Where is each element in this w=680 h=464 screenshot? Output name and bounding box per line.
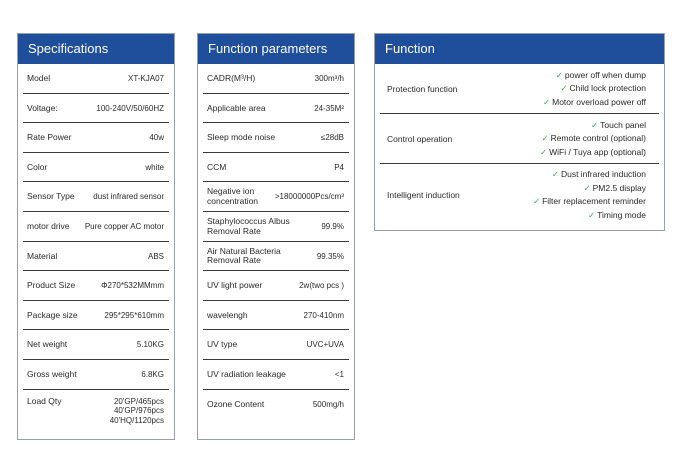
param-value: >18000000Pcs/cm³ [274, 192, 344, 202]
spec-value [110, 397, 164, 426]
check-icon: ✓ [555, 69, 563, 80]
spec-row [18, 64, 174, 94]
param-label: Ozone Content [207, 398, 265, 409]
function-feature-label: Touch panel [600, 119, 646, 130]
spec-row [18, 94, 174, 124]
function-feature-item [552, 168, 646, 182]
function-feature-list [543, 69, 646, 110]
specifications-title: Specifications [18, 34, 174, 64]
function-feature-list [533, 168, 646, 222]
function-feature-item [541, 132, 646, 146]
function-feature-label: Child lock protection [569, 83, 646, 94]
param-row [198, 330, 354, 360]
spec-value [145, 163, 164, 173]
function-feature-label: WiFi / Tuya app (optional) [549, 146, 646, 157]
function-parameters-title: Function parameters [198, 34, 354, 64]
param-label: UV light power [207, 280, 263, 291]
function-group [375, 64, 664, 114]
function-group-label: Protection function [387, 84, 458, 94]
param-label: Negative ion concentration [207, 186, 259, 207]
param-row [198, 94, 354, 124]
param-label: Sleep mode noise [207, 132, 276, 143]
spec-row [18, 390, 174, 438]
spec-row [18, 360, 174, 390]
function-group-label: Intelligent induction [387, 190, 460, 200]
param-row [198, 301, 354, 331]
param-label: Air Natural Bacteria Removal Rate [207, 245, 281, 266]
spec-row [18, 182, 174, 212]
spec-value [85, 222, 164, 232]
param-row [198, 242, 354, 272]
spec-row [18, 153, 174, 183]
param-row [198, 390, 354, 420]
spec-value-line: 40'GP/976pcs [113, 406, 164, 416]
function-feature-label: PM2.5 display [592, 182, 646, 193]
spec-value [141, 370, 164, 380]
function-feature-list [540, 119, 646, 160]
spec-value-line: 5.10KG [136, 340, 164, 350]
function-panel [374, 33, 665, 231]
spec-label: Color [27, 161, 48, 172]
param-label: CADR(M³/H) [207, 72, 256, 83]
function-group-label: Control operation [387, 134, 453, 144]
function-feature-item [540, 146, 646, 160]
spec-value-line: 40'HQ/1120pcs [109, 415, 164, 425]
spec-label: Product Size [27, 280, 76, 291]
param-label: UV type [207, 339, 238, 350]
spec-value [128, 74, 164, 84]
spec-value [148, 252, 164, 262]
spec-label: Rate Power [27, 132, 72, 143]
param-value: 2w(two pcs ) [299, 281, 344, 291]
spec-row [18, 330, 174, 360]
check-icon: ✓ [543, 96, 551, 107]
specifications-panel [17, 33, 175, 440]
spec-value-line: 20'GP/465pcs [113, 396, 164, 406]
param-row [198, 360, 354, 390]
spec-label: Voltage: [27, 102, 58, 113]
function-feature-label: Filter replacement reminder [542, 196, 646, 206]
spec-value-line: dust infrared sensor [93, 192, 164, 202]
param-value: UVC+UVA [306, 340, 344, 350]
spec-value-line: 40w [149, 133, 164, 143]
spec-value-line: Pure copper AC motor [84, 222, 164, 231]
param-row [198, 123, 354, 153]
param-label: Staphylococcus Albus Removal Rate [207, 216, 290, 236]
param-value: <1 [334, 370, 344, 379]
param-row [198, 182, 354, 212]
spec-value [93, 192, 164, 202]
function-title: Function [375, 34, 664, 64]
function-group [375, 114, 664, 164]
function-feature-label: power off when dump [564, 69, 646, 80]
function-group [375, 164, 664, 226]
function-feature-item [560, 82, 646, 96]
function-feature-label: Dust infrared induction [560, 169, 646, 179]
param-row [198, 271, 354, 301]
spec-value [96, 104, 164, 114]
function-feature-item [588, 209, 646, 223]
spec-value-line: XT-KJA07 [127, 74, 164, 83]
param-row [198, 64, 354, 94]
spec-row [18, 242, 174, 272]
param-value: ≤28dB [320, 133, 344, 143]
function-feature-label: Remote control (optional) [550, 133, 646, 144]
param-value: 24-35M² [314, 103, 344, 113]
function-feature-item [533, 195, 646, 209]
spec-label: Package size [27, 309, 78, 320]
param-label: CCM [207, 161, 227, 172]
spec-value [149, 133, 164, 143]
spec-value [137, 340, 164, 350]
check-icon: ✓ [591, 119, 599, 130]
spec-row [18, 271, 174, 301]
param-label: wavelengh [207, 309, 248, 320]
spec-label: Net weight [27, 339, 68, 350]
check-icon: ✓ [532, 196, 541, 206]
spec-row [18, 212, 174, 242]
spec-value-line: Φ270*532MMmm [101, 281, 164, 291]
spec-label: Model [27, 72, 51, 83]
function-feature-item [583, 182, 646, 196]
function-parameters-panel [197, 33, 355, 440]
spec-value [101, 281, 164, 291]
check-icon: ✓ [541, 133, 549, 144]
param-value: 270-410nm [303, 310, 344, 320]
spec-value-line: 100-240V/50/60HZ [96, 103, 164, 113]
function-feature-label: Timing mode [597, 209, 646, 220]
param-value: 500mg/h [312, 399, 344, 409]
spec-label: Gross weight [27, 368, 77, 379]
spec-value-line: ABS [147, 251, 164, 261]
param-row [198, 153, 354, 183]
param-label: UV radiation leakage [207, 368, 286, 379]
spec-label: Sensor Type [27, 191, 75, 202]
spec-value [104, 311, 164, 321]
spec-value-line: white [145, 162, 164, 172]
param-row [198, 212, 354, 242]
check-icon: ✓ [588, 209, 596, 220]
function-feature-item [543, 96, 646, 110]
spec-row [18, 123, 174, 153]
spec-value-line: 295*295*610mm [104, 310, 164, 320]
check-icon: ✓ [560, 83, 568, 94]
function-feature-label: Motor overload power off [552, 96, 646, 107]
function-feature-item [556, 69, 646, 83]
spec-label: Material [27, 250, 58, 261]
spec-label: Load Qty [27, 395, 62, 406]
spec-row [18, 301, 174, 331]
spec-value-line: 6.8KG [141, 370, 164, 379]
check-icon: ✓ [551, 169, 559, 179]
param-value: 300m³/h [314, 74, 344, 83]
param-value: 99.9% [321, 222, 344, 231]
function-feature-item [591, 119, 646, 133]
check-icon: ✓ [540, 146, 548, 157]
param-value: P4 [334, 162, 344, 172]
param-label: Applicable area [207, 102, 266, 113]
param-value: 99.35% [316, 251, 344, 261]
spec-label: motor drive [27, 220, 70, 231]
check-icon: ✓ [583, 182, 591, 193]
